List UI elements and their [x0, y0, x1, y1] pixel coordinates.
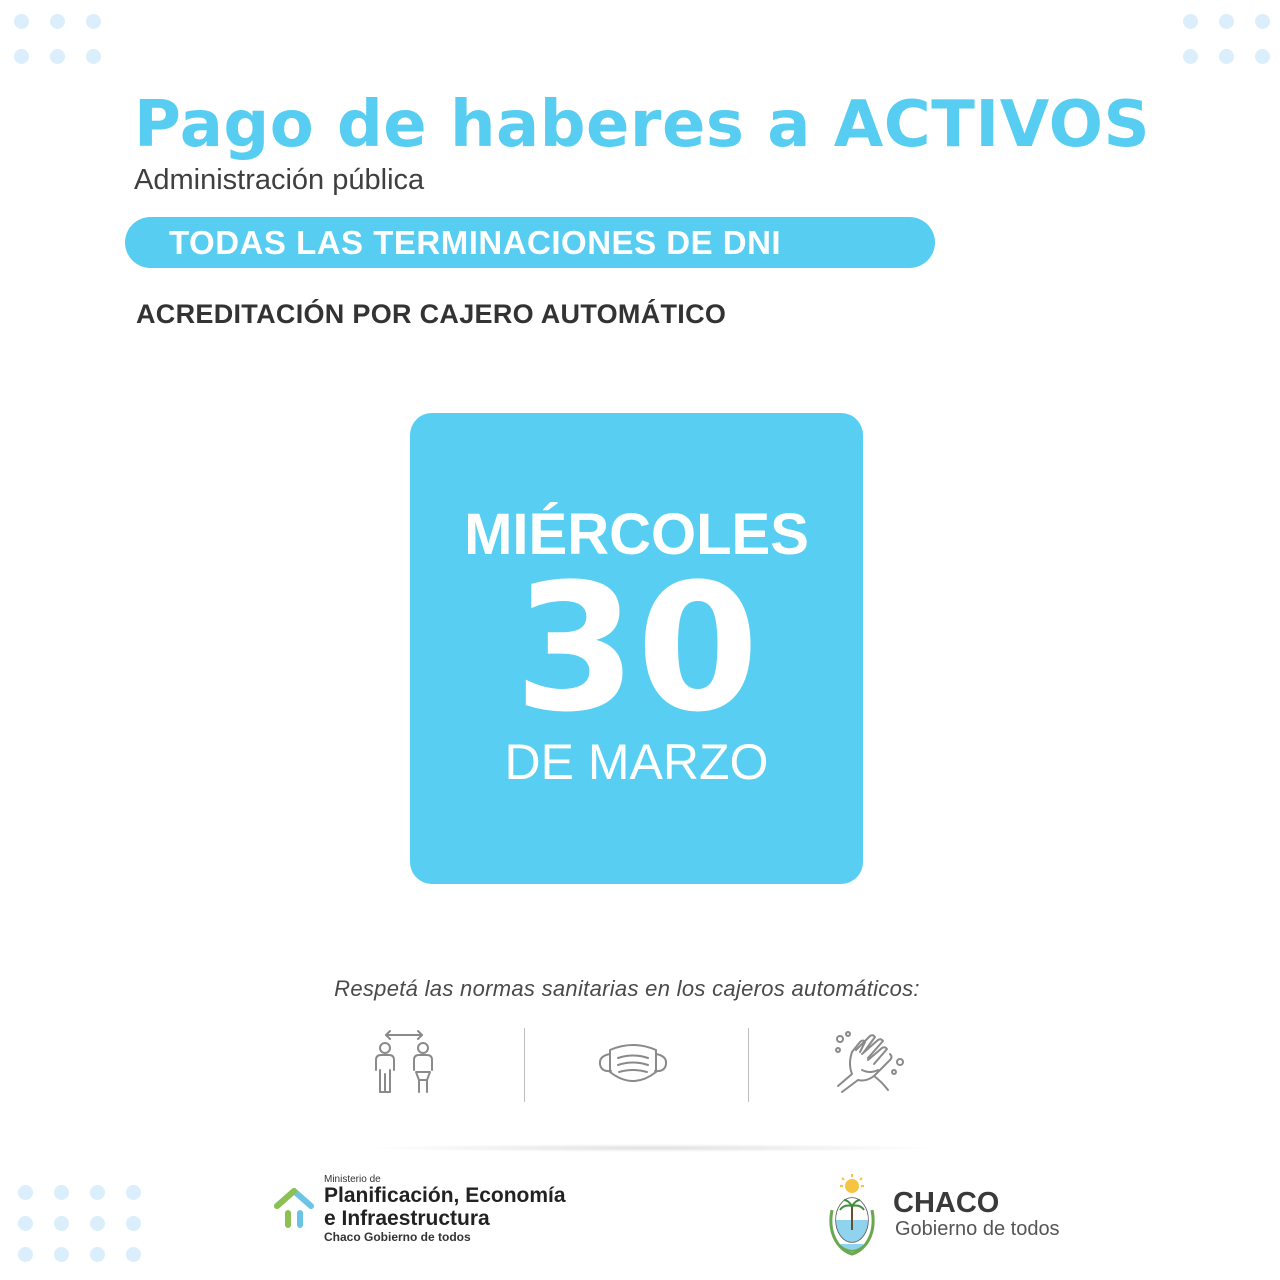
chaco-coat-of-arms-icon [822, 1174, 882, 1260]
accreditation-heading: ACREDITACIÓN POR CAJERO AUTOMÁTICO [136, 299, 727, 329]
icon-divider [524, 1028, 525, 1102]
page-title: Pago de haberes a ACTIVOS [134, 88, 1151, 162]
payment-date-card [410, 413, 863, 884]
hand-washing-icon [832, 1030, 908, 1098]
social-distance-icon [366, 1030, 444, 1100]
ministry-logo [274, 1174, 614, 1246]
ministry-name-line2: e Infraestructura [324, 1207, 490, 1230]
decorative-dots-bottom-left [18, 1185, 141, 1262]
ministry-prefix: Ministerio de [324, 1174, 381, 1185]
house-icon [274, 1186, 314, 1230]
date-month: DE MARZO [504, 734, 769, 790]
decorative-dots-top-right [1183, 14, 1270, 64]
face-mask-icon [596, 1038, 670, 1094]
page-subtitle: Administración pública [134, 164, 425, 196]
ministry-tagline: Chaco Gobierno de todos [324, 1230, 471, 1244]
date-weekday: MIÉRCOLES [464, 502, 809, 567]
dni-pill-banner [125, 217, 935, 268]
chaco-name: CHACO [893, 1187, 1000, 1219]
dni-pill-label: TODAS LAS TERMINACIONES DE DNI [169, 223, 782, 261]
chaco-government-logo [822, 1172, 1102, 1262]
ministry-name-line1: Planificación, Economía [324, 1184, 566, 1207]
decorative-dots-top-left [14, 14, 101, 64]
chaco-tagline: Gobierno de todos [895, 1218, 1060, 1240]
date-day: 30 [514, 546, 759, 751]
health-norms-heading: Respetá las normas sanitarias en los cajeros automáticos: [334, 976, 920, 1001]
icon-divider [748, 1028, 749, 1102]
footer-shadow-divider [370, 1144, 935, 1152]
